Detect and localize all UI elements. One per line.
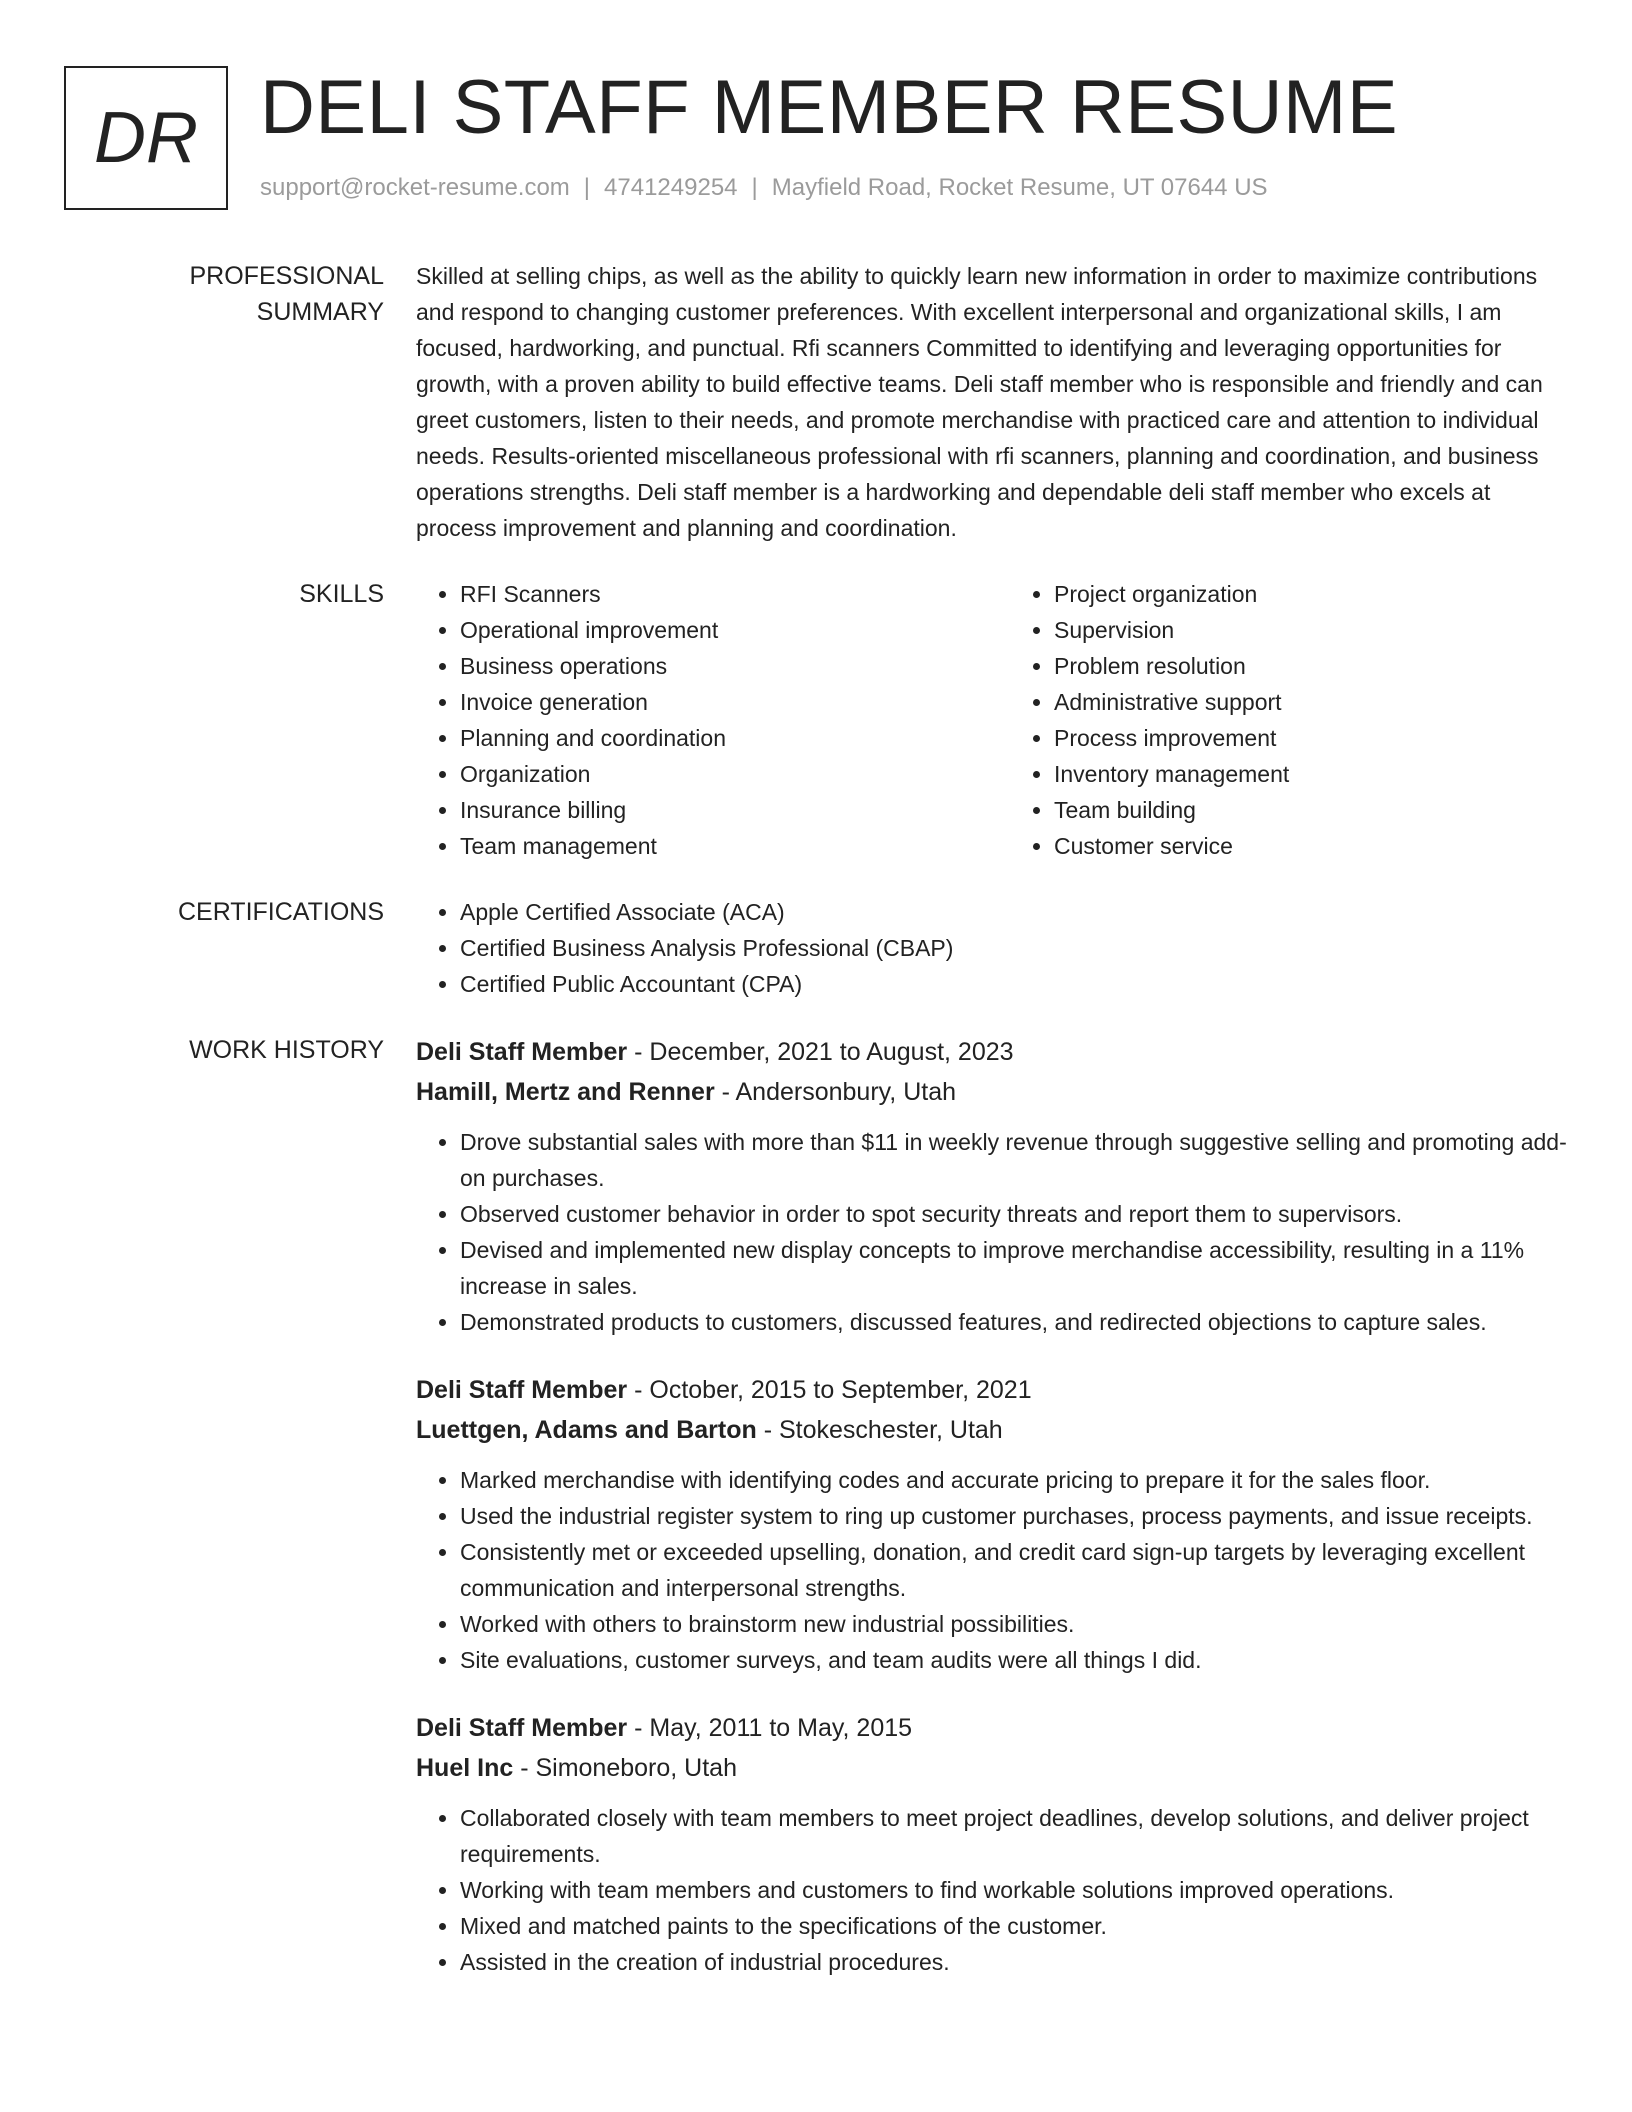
job-duty: • Collaborated closely with team members to meet project deadlines, develop solutions, and deliver project requirements. — [460, 1800, 1574, 1872]
job-duties-list — [416, 1124, 1574, 1340]
job-entry — [416, 1032, 1574, 1340]
work-history-section — [64, 1032, 1574, 2010]
skill-item: • Supervision — [1054, 612, 1604, 648]
job-duty: • Devised and implemented new display concepts to improve merchandise accessibility, resulting in a 11% increase in sales. — [460, 1232, 1574, 1304]
job-dates: - December, 2021 to August, 2023 — [627, 1038, 1014, 1066]
certifications-list — [416, 894, 1574, 1002]
monogram-logo: DR — [64, 66, 228, 210]
skill-item: • Operational improvement — [460, 612, 1010, 648]
contact-separator: | — [583, 174, 591, 201]
job-company-line — [416, 1072, 1574, 1112]
job-company: Luettgen, Adams and Barton — [416, 1416, 757, 1444]
job-duty: • Marked merchandise with identifying codes and accurate pricing to prepare it for the sales floor. — [460, 1462, 1574, 1498]
job-title-line — [416, 1032, 1574, 1072]
skill-item: • Planning and coordination — [460, 720, 1010, 756]
job-duty: • Used the industrial register system to ring up customer purchases, process payments, and issue receipts. — [460, 1498, 1574, 1534]
job-duty: • Consistently met or exceeded upselling, donation, and credit card sign-up targets by leveraging excellent communication and interpersonal strengths. — [460, 1534, 1574, 1606]
job-entry — [416, 1708, 1574, 1980]
certification-item: • Certified Business Analysis Professional (CBAP) — [460, 930, 1574, 966]
job-company: Huel Inc — [416, 1754, 514, 1782]
job-location: - Andersonbury, Utah — [714, 1078, 957, 1106]
skill-item: • Problem resolution — [1054, 648, 1604, 684]
skill-item: • Team building — [1054, 792, 1604, 828]
certifications-section — [64, 894, 1574, 1002]
skill-item: • Process improvement — [1054, 720, 1604, 756]
resume-title: DELI STAFF MEMBER RESUME — [260, 65, 1399, 150]
skill-item: • Invoice generation — [460, 684, 1010, 720]
contact-separator: | — [751, 174, 758, 201]
job-company: Hamill, Mertz and Renner — [416, 1078, 715, 1106]
job-duty: • Drove substantial sales with more than $11 in weekly revenue through suggestive selling and promoting add-on purchases. — [460, 1124, 1574, 1196]
job-company-line — [416, 1410, 1574, 1450]
certification-item: • Apple Certified Associate (ACA) — [460, 894, 1574, 930]
contact-line — [260, 174, 1268, 202]
job-title-line — [416, 1708, 1574, 1748]
skill-item: • Inventory management — [1054, 756, 1604, 792]
job-title-line — [416, 1370, 1574, 1410]
summary-section — [64, 258, 1574, 546]
job-dates: - October, 2015 to September, 2021 — [627, 1376, 1032, 1404]
job-duty: • Demonstrated products to customers, discussed features, and redirected objections to capture sales. — [460, 1304, 1574, 1340]
job-title: Deli Staff Member — [416, 1714, 628, 1742]
contact-email: support@rocket-resume.com — [260, 174, 570, 201]
certification-item: • Certified Public Accountant (CPA) — [460, 966, 1574, 1002]
job-entry — [416, 1370, 1574, 1678]
skill-item: • Project organization — [1054, 576, 1604, 612]
job-location: - Stokeschester, Utah — [756, 1416, 1003, 1444]
job-location: - Simoneboro, Utah — [513, 1754, 737, 1782]
job-dates: - May, 2011 to May, 2015 — [627, 1714, 913, 1742]
job-duty: • Working with team members and customers to find workable solutions improved operations. — [460, 1872, 1574, 1908]
skill-item: • RFI Scanners — [460, 576, 1010, 612]
contact-phone: 4741249254 — [604, 174, 738, 201]
skills-section — [64, 576, 1574, 864]
job-duty: • Worked with others to brainstorm new industrial possibilities. — [460, 1606, 1574, 1642]
resume-body — [64, 258, 1574, 2040]
job-duties-list — [416, 1800, 1574, 1980]
skill-item: • Business operations — [460, 648, 1010, 684]
section-label-certifications: CERTIFICATIONS — [177, 898, 384, 926]
skill-item: • Customer service — [1054, 828, 1604, 864]
summary-text: Skilled at selling chips, as well as the ability to quickly learn new information in order to maximize contributions and respond to changing customer preferences. With excellent interpersonal and organizational skills, I am focused, hardworking, and punctual. Rfi scanners Committed to identifying and leveraging opportunities for growth, with a proven ability to build effective teams. Deli staff member who is responsible and friendly and can greet customers, listen to their needs, and promote merchandise with practiced care and attention to individual needs. Results-oriented miscellaneous professional with rfi scanners, planning and coordination, and business operations strengths. Deli staff member is a hardworking and dependable deli staff member who excels at process improvement and planning and coordination. — [416, 263, 1543, 541]
skill-item: • Insurance billing — [460, 792, 1010, 828]
section-label-summary: PROFESSIONAL SUMMARY — [189, 262, 384, 326]
job-company-line — [416, 1748, 1574, 1788]
skills-list-right — [1010, 576, 1604, 864]
job-duty: • Mixed and matched paints to the specifications of the customer. — [460, 1908, 1574, 1944]
section-label-skills: SKILLS — [299, 580, 384, 608]
job-duties-list — [416, 1462, 1574, 1678]
section-label-work-history: WORK HISTORY — [189, 1036, 384, 1064]
skill-item: • Team management — [460, 828, 1010, 864]
job-title: Deli Staff Member — [416, 1376, 628, 1404]
job-title: Deli Staff Member — [416, 1038, 628, 1066]
skill-item: • Organization — [460, 756, 1010, 792]
skills-list-left — [416, 576, 1010, 864]
skill-item: • Administrative support — [1054, 684, 1604, 720]
contact-address: Mayfield Road, Rocket Resume, UT 07644 US — [771, 174, 1268, 201]
resume-header — [64, 66, 1584, 216]
job-duty: • Site evaluations, customer surveys, and team audits were all things I did. — [460, 1642, 1574, 1678]
job-duty: • Assisted in the creation of industrial procedures. — [460, 1944, 1574, 1980]
job-duty: • Observed customer behavior in order to spot security threats and report them to supervisors. — [460, 1196, 1574, 1232]
